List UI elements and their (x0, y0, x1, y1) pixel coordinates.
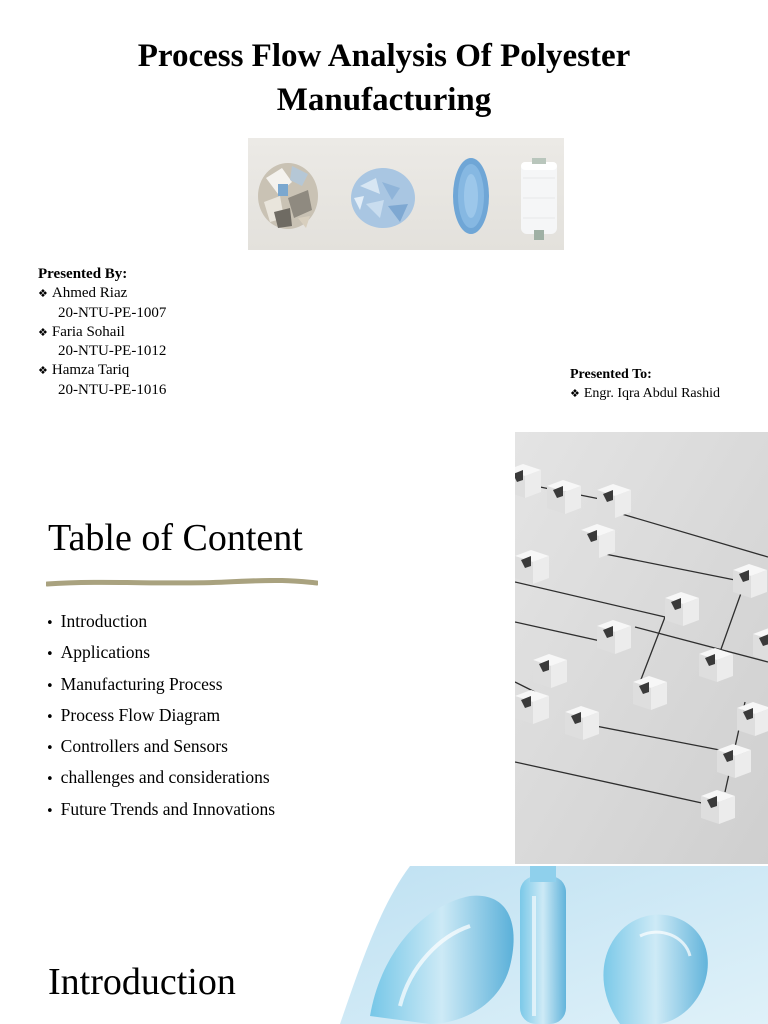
toc-item: • Introduction (46, 607, 275, 638)
toc-item: • Manufacturing Process (46, 670, 275, 701)
yarn-spool-image (521, 158, 557, 240)
presented-to-block (570, 365, 720, 403)
toc-title: Table of Content (48, 517, 303, 559)
member-id: 20-NTU-PE-1016 (58, 381, 167, 398)
member-name: Faria Sohail (51, 323, 125, 340)
toc-divider (46, 578, 318, 588)
member-id: 20-NTU-PE-1007 (58, 304, 167, 321)
diamond-bullet-icon: ❖ (38, 364, 48, 378)
polyester-stages-image (248, 138, 564, 250)
member-row (38, 361, 166, 380)
member-row (38, 323, 166, 342)
introduction-title: Introduction (48, 961, 236, 1003)
introduction-slide (0, 866, 768, 1024)
toc-item: • Process Flow Diagram (46, 701, 275, 732)
member-name: Ahmed Riaz (51, 285, 128, 302)
diamond-bullet-icon: ❖ (38, 287, 48, 301)
member-name: Hamza Tariq (51, 362, 130, 379)
plastic-bottles-image (340, 866, 768, 1024)
presented-by-block (38, 265, 166, 400)
member-id: 20-NTU-PE-1012 (58, 343, 167, 360)
blue-flakes-image (351, 168, 415, 228)
bottle-flakes-image (258, 163, 318, 229)
toc-item: • Controllers and Sensors (46, 732, 275, 763)
title-slide (0, 0, 768, 432)
toc-item: • Future Trends and Innovations (46, 795, 275, 826)
member-row (38, 284, 166, 303)
toc-list (46, 607, 275, 826)
presented-to-name: Engr. Iqra Abdul Rashid (583, 386, 720, 401)
presented-to-row (570, 384, 720, 403)
presented-by-header: Presented By: (38, 266, 128, 282)
toc-item: • challenges and considerations (46, 763, 275, 794)
toc-slide (0, 432, 768, 864)
toc-item: • Applications (46, 638, 275, 669)
presented-to-header: Presented To: (570, 367, 652, 382)
page-title: Process Flow Analysis Of Polyester Manufacturing (137, 38, 631, 118)
network-cubes-image (515, 432, 768, 864)
pellets-image (453, 158, 489, 234)
diamond-bullet-icon: ❖ (570, 387, 580, 400)
diamond-bullet-icon: ❖ (38, 325, 48, 339)
